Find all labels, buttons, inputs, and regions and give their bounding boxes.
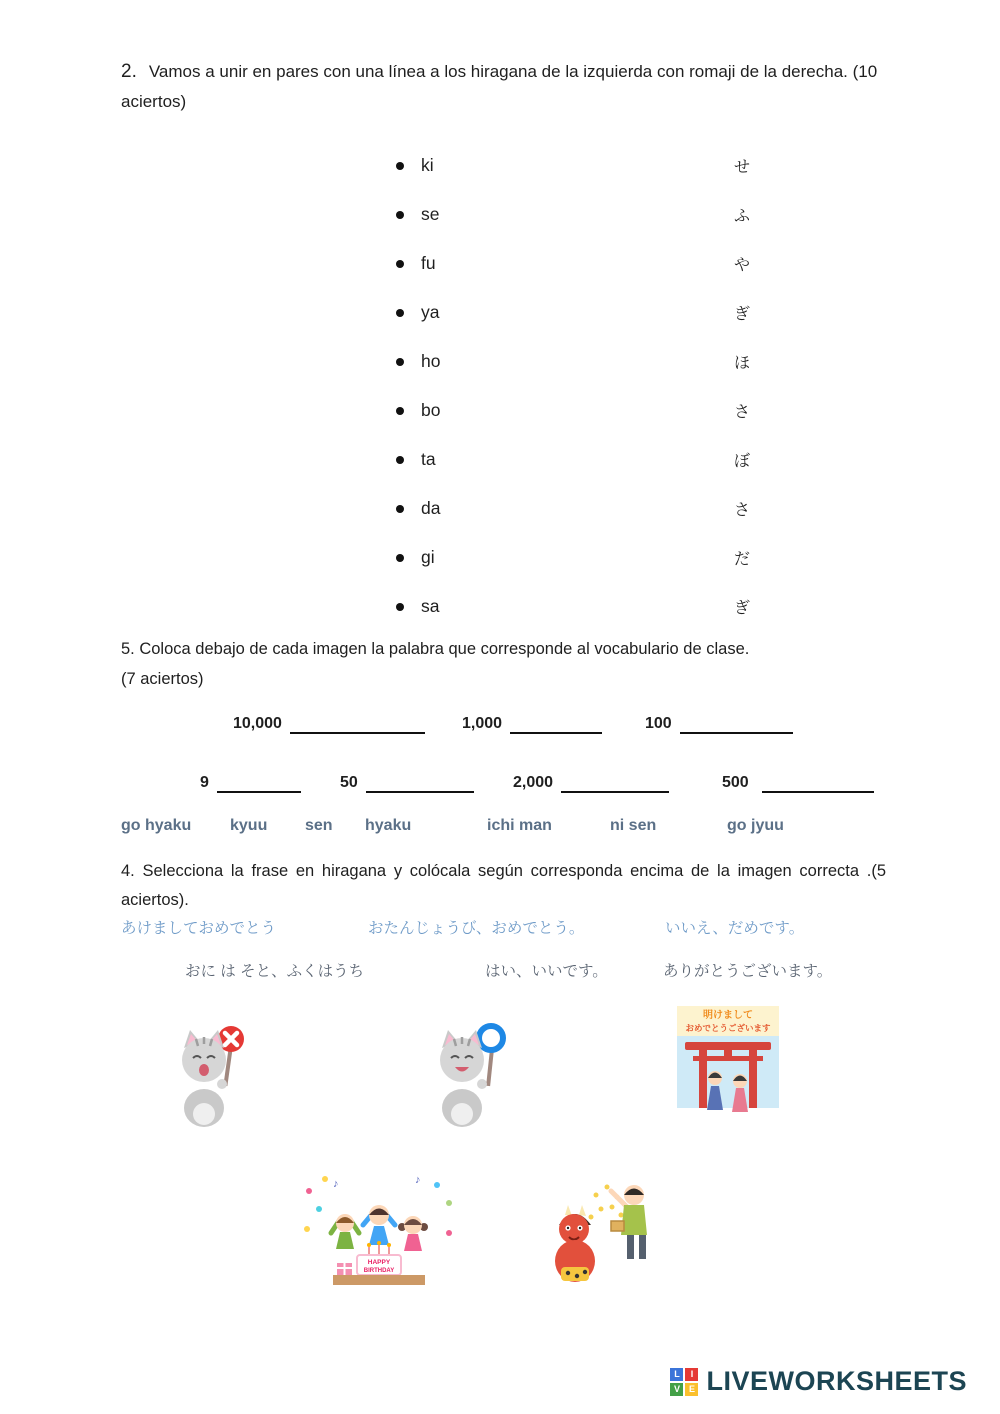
word-bank-item[interactable]: go hyaku [121,817,192,834]
cake-text-1: HAPPY [367,1259,391,1266]
word-bank-item[interactable]: sen [305,817,333,834]
new-year-caption-1: 明けまして [703,1010,753,1021]
new-year-caption-2: おめでとうございます [685,1023,771,1033]
new-year-illustration [677,1006,779,1128]
cat-o-illustration [426,1020,512,1128]
match-row [396,582,750,631]
hiragana-item[interactable]: だ [733,551,750,568]
logo-square-v: V [670,1383,683,1396]
word-bank-item[interactable]: hyaku [365,817,412,834]
logo-square-e: E [685,1383,698,1396]
section5-score: (7 aciertos) [121,670,204,688]
bullet-icon [396,456,404,464]
kid-right [398,1216,428,1251]
romaji-label: bo [421,400,441,420]
number-item-9 [200,771,301,793]
romaji-item[interactable] [396,449,436,470]
phrase-chip[interactable]: あけましておめでとう [121,920,277,937]
romaji-label: ho [421,351,441,371]
liveworksheets-brand: LIVEWORKSHEETS [706,1366,967,1396]
bullet-icon [396,162,404,170]
birthday-cake [357,1241,401,1275]
birthday-illustration [297,1171,461,1291]
answer-blank[interactable] [366,771,474,793]
phrase-chip[interactable]: おたんじょうび、おめでとう。 [368,920,585,937]
bullet-icon [396,260,404,268]
phrase-chip[interactable]: ありがとうございます。 [663,963,833,980]
cat-body [440,1030,487,1127]
section4-instruction: 4. Selecciona la frase en hiragana y colócala según corresponda encima de la imagen correcta .(5 aciertos). [121,862,886,909]
number-label: 10,000 [233,715,282,732]
hiragana-item[interactable]: ぼ [733,453,750,470]
word-bank-item[interactable]: go jyuu [727,817,784,834]
bullet-icon [396,211,404,219]
hiragana-item[interactable]: や [733,257,750,274]
romaji-label: sa [421,596,440,616]
liveworksheets-footer[interactable] [670,1366,967,1397]
new-year-image[interactable] [677,1006,779,1128]
music-note-icon: ♪ [415,1174,421,1186]
number-label: 1,000 [462,715,503,732]
bullet-icon [396,358,404,366]
cat-x-illustration [170,1020,252,1128]
hiragana-item[interactable]: ぎ [733,600,750,617]
kid-left [331,1214,359,1249]
romaji-label: ki [421,155,434,175]
hiragana-item[interactable]: さ [733,404,750,421]
cat-body [182,1030,227,1127]
phrase-row-2 [121,959,941,985]
bullet-icon [396,309,404,317]
matching-exercise [396,141,750,631]
romaji-item[interactable] [396,596,439,617]
romaji-item[interactable] [396,253,436,274]
romaji-item[interactable] [396,155,434,176]
bullet-icon [396,505,404,513]
answer-blank[interactable] [762,771,874,793]
word-bank-item[interactable]: ichi man [487,817,552,834]
number-item-50 [340,771,474,793]
gift-box [337,1263,352,1275]
setsubun-illustration [541,1167,659,1292]
number-item-100 [645,712,793,734]
phrase-chip[interactable]: はい、いいです。 [485,963,608,980]
match-row [396,533,750,582]
answer-blank[interactable] [680,712,793,734]
number-item-1000 [462,712,602,734]
bean-thrower [611,1185,647,1259]
romaji-label: gi [421,547,435,567]
setsubun-image[interactable] [541,1167,659,1292]
romaji-label: se [421,204,440,224]
number-label: 50 [340,774,358,791]
logo-square-l: L [670,1368,683,1381]
romaji-item[interactable] [396,400,440,421]
cat-o-image[interactable] [426,1020,512,1128]
romaji-item[interactable] [396,204,439,225]
word-bank-item[interactable]: kyuu [230,817,268,834]
bullet-icon [396,407,404,415]
match-row [396,141,750,190]
section2-instruction-text: Vamos a unir en pares con una línea a los hiragana de la izquierda con romaji de la derecha. (10 aciertos) [121,62,878,111]
phrase-chip[interactable]: おに は そと、ふくはうち [185,963,365,980]
logo-square-i: I [685,1368,698,1381]
answer-blank[interactable] [217,771,301,793]
number-label: 100 [645,715,672,732]
romaji-item[interactable] [396,498,440,519]
romaji-label: fu [421,253,436,273]
cat-x-image[interactable] [170,1020,252,1128]
phrase-chip[interactable]: いいえ、だめです。 [665,920,805,937]
hiragana-item[interactable]: ぎ [733,306,750,323]
hiragana-item[interactable]: せ [733,159,750,176]
number-label: 9 [200,774,209,791]
word-bank [121,817,911,841]
music-note-icon: ♪ [333,1178,339,1190]
word-bank-item[interactable]: ni sen [610,817,657,834]
section5-instruction: 5. Coloca debajo de cada imagen la palabra que corresponde al vocabulario de clase. [121,640,750,658]
number-item-2000 [513,771,669,793]
match-row [396,190,750,239]
bullet-icon [396,554,404,562]
birthday-image[interactable] [297,1171,461,1291]
bullet-icon [396,603,404,611]
phrase-row-1 [121,916,941,942]
answer-blank[interactable] [510,712,602,734]
answer-blank[interactable] [561,771,669,793]
number-label: 500 [722,774,749,791]
match-row [396,337,750,386]
romaji-item[interactable] [396,547,435,568]
kid-center [363,1205,395,1245]
beans [589,1185,624,1220]
snow-ground [677,1108,779,1128]
match-row [396,386,750,435]
match-row [396,484,750,533]
hiragana-item[interactable]: ほ [733,355,750,372]
number-label: 2,000 [513,774,554,791]
number-item-10000 [233,712,425,734]
hiragana-item[interactable]: ふ [733,208,750,225]
table [333,1275,425,1285]
liveworksheets-logo-icon [670,1368,698,1396]
section2-instruction [121,57,893,117]
match-row [396,239,750,288]
romaji-label: da [421,498,441,518]
number-item-500 [722,771,874,793]
hiragana-item[interactable]: さ [733,502,750,519]
romaji-item[interactable] [396,351,440,372]
answer-blank[interactable] [290,712,425,734]
romaji-label: ya [421,302,440,322]
section2-number: 2. [121,61,137,82]
match-row [396,288,750,337]
romaji-label: ta [421,449,436,469]
romaji-item[interactable] [396,302,439,323]
match-row [396,435,750,484]
cake-text-2: BIRTHDAY [363,1268,395,1274]
